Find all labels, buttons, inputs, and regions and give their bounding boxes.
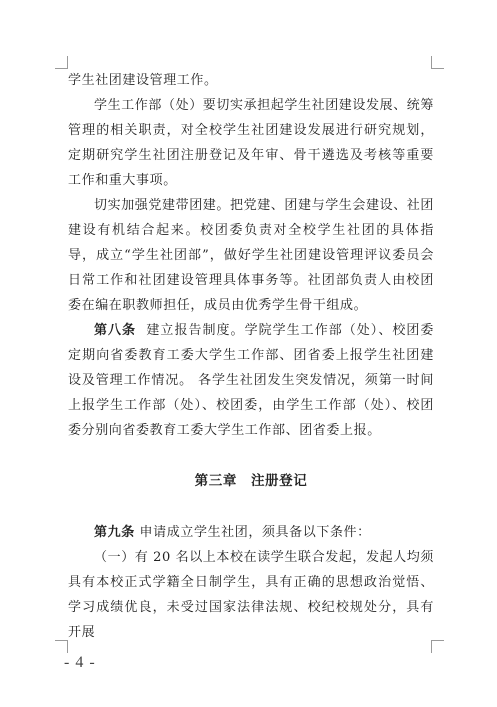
- crop-mark-bottom-left: [55, 640, 68, 653]
- paragraph-article-8: [68, 318, 434, 443]
- document-body: [68, 68, 434, 645]
- crop-mark-top-left: [55, 56, 68, 69]
- paragraph-article-9: [68, 520, 434, 545]
- chapter-3-heading: [68, 469, 434, 494]
- chapter-3-number: 第三章: [194, 473, 237, 489]
- article-9-text: 申请成立学生社团，须具备以下条件：: [139, 525, 371, 540]
- paragraph-student-work-dept: 学生工作部（处）要切实承担起学生社团建设发展、统筹管理的相关职责，对全校学生社团建设发展进行研究规划，定期研究学生社团注册登记及年审、骨干遴选及考核等重要工作和重大事项。: [68, 98, 435, 188]
- paragraph-party-building: 切实加强党建带团建。把党建、团建与学生会建设、社团建设有机结合起来。校团委负责对全校学生社团的具体指导，成立“学生社团部”，做好学生社团建设管理评议委员会日常工作和社团建设管理具体事务等。社团部负责人由校团委在编在职教师担任，成员由优秀学生骨干组成。: [68, 198, 435, 313]
- paragraph-condition-1: （一）有 20 名以上本校在读学生联合发起，发起人均须具有本校正式学籍全日制学生，具有正确的思想政治觉悟、学习成绩优良，未受过国家法律法规、校纪校规处分，具有开展: [68, 550, 435, 640]
- page-number: - 4 -: [64, 654, 96, 671]
- article-8-text: 建立报告制度。学院学生工作部（处）、校团委定期向省委教育工委大学生工作部、团省委上报学生社团建设及管理工作情况。 各学生社团发生突发情况，须第一时间上报学生工作部（处）、校团委，由学生工作部（处）、校团委分别向省委教育工委大学生工作部、团省委上报。: [68, 323, 434, 438]
- paragraph-continuation: 学生社团建设管理工作。: [68, 73, 218, 88]
- chapter-3-title: 注册登记: [250, 473, 308, 489]
- article-9-label: 第九条: [94, 525, 135, 540]
- article-8-label: 第八条: [94, 323, 137, 338]
